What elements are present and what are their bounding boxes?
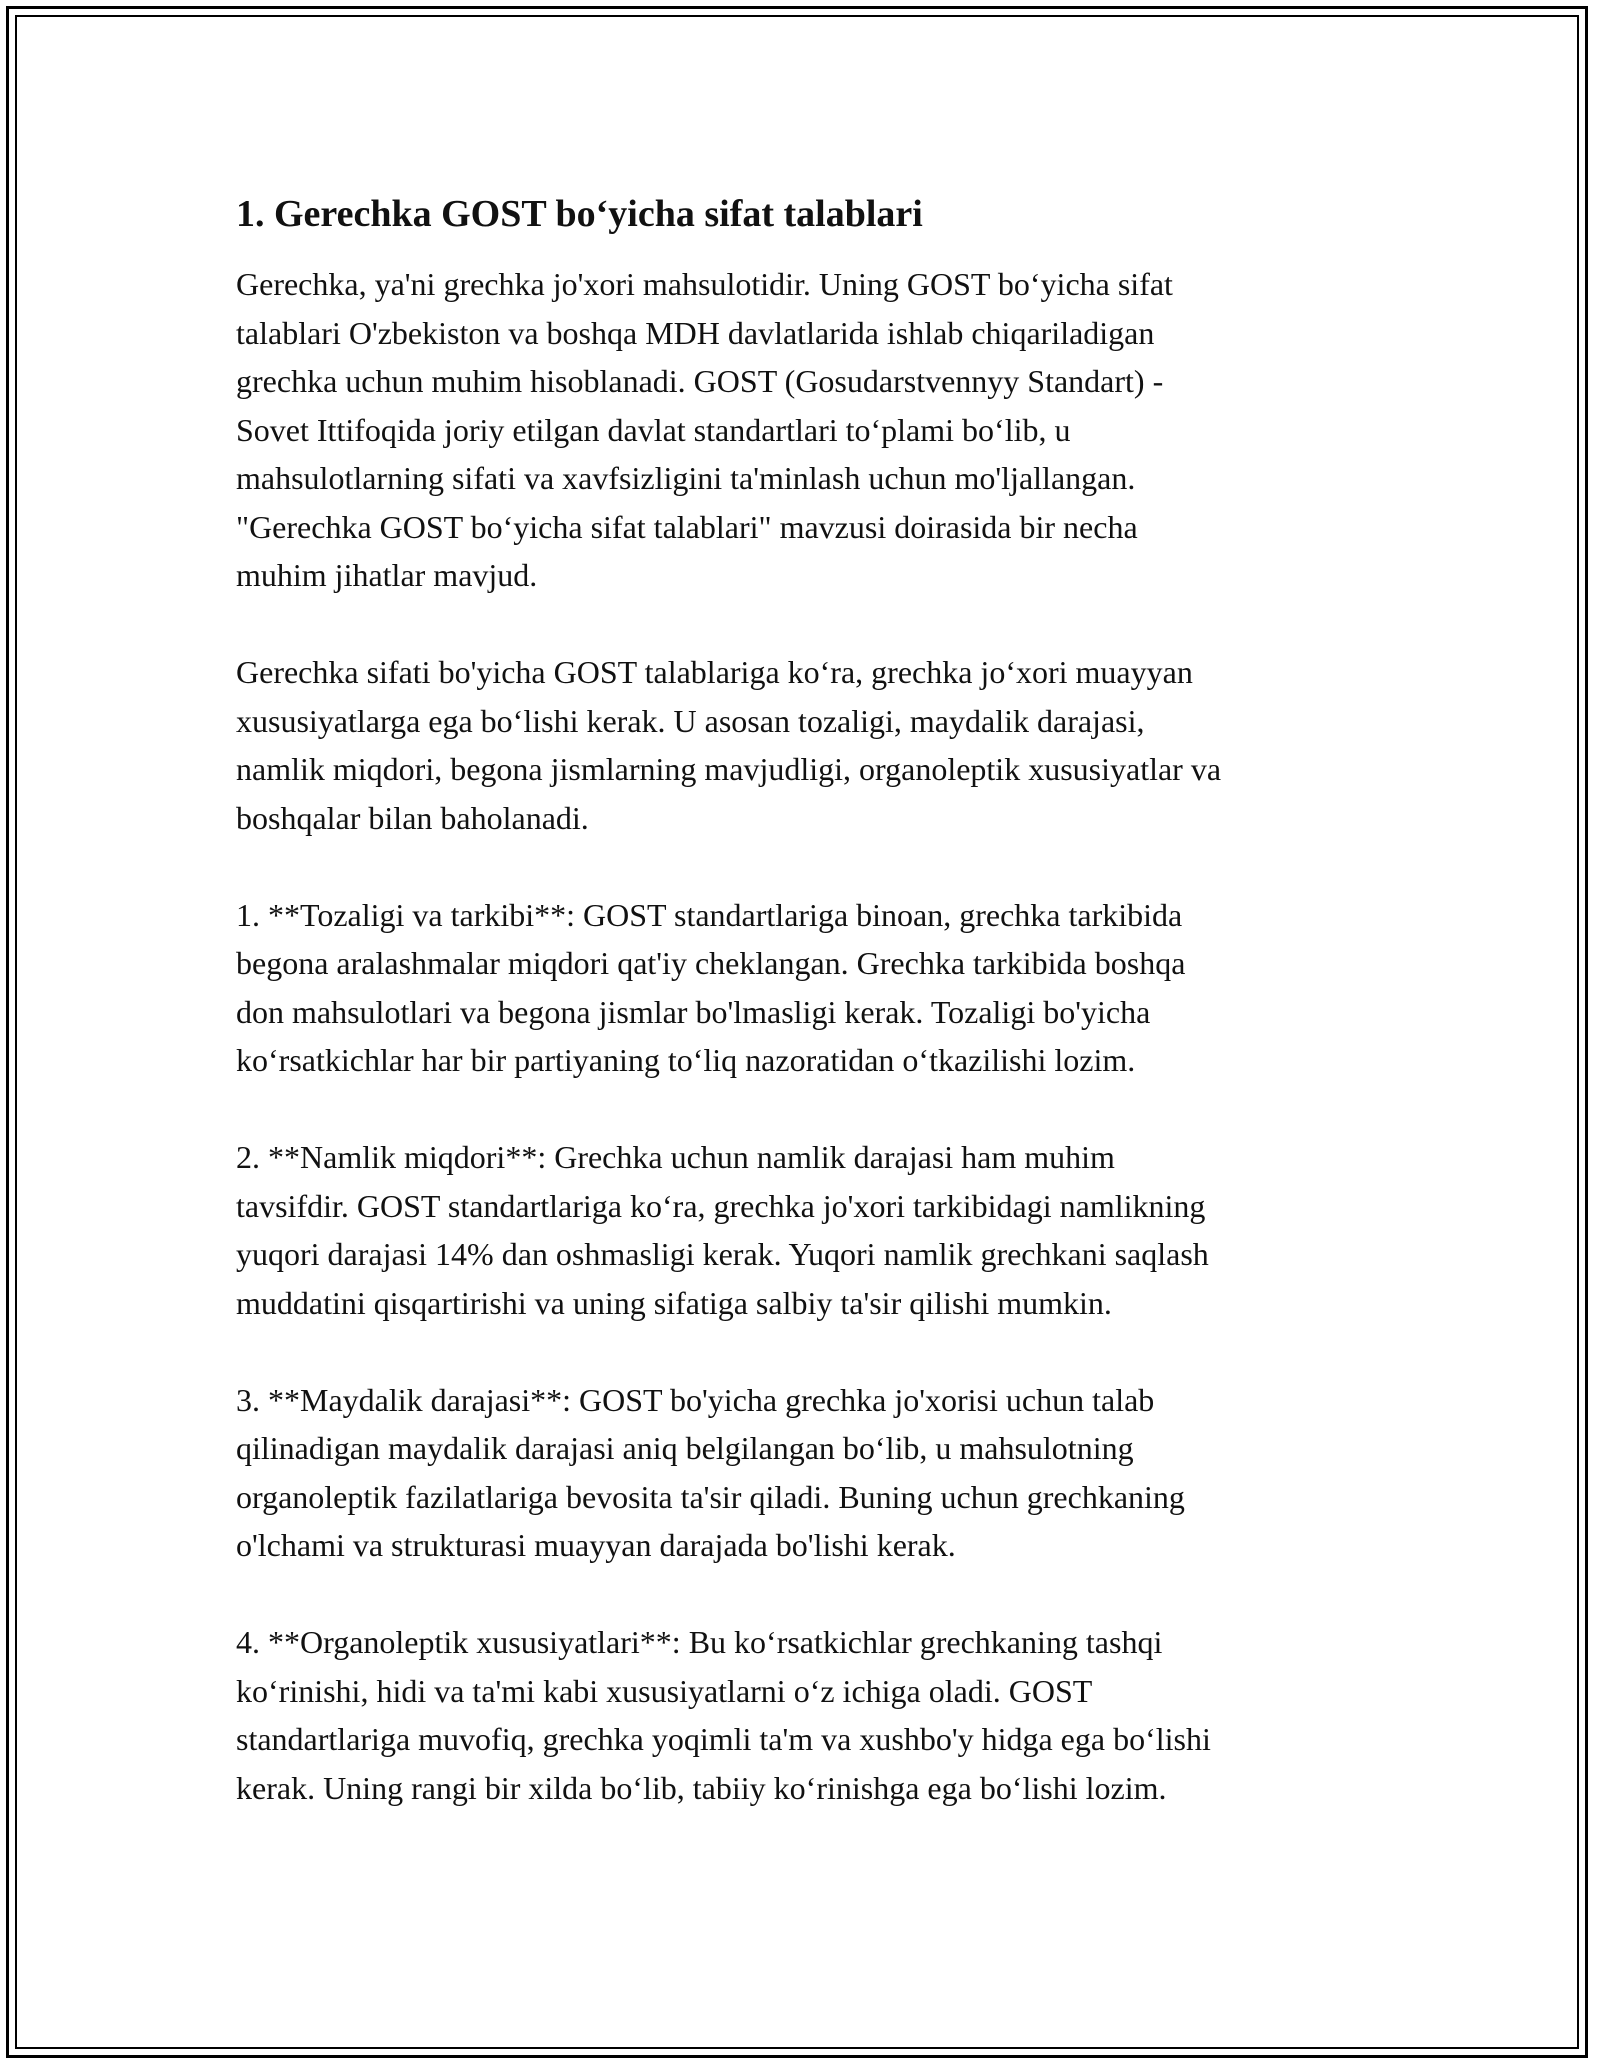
- overview-paragraph: Gerechka sifati bo'yicha GOST talablariga ko‘ra, grechka jo‘xori muayyan xususiyatlarga ega bo‘lishi kerak. U asosan tozaligi, maydalik darajasi, namlik miqdori, begona jismlarning mavjudligi, organoleptik xususiyatlar va boshqalar bilan baholanadi.: [236, 654, 1222, 836]
- grain-size-paragraph: 3. **Maydalik darajasi**: GOST bo'yicha grechka jo'xorisi uchun talab qilinadigan maydalik darajasi aniq belgilangan bo‘lib, u mahsulotning organoleptik fazilatlariga bevosita ta'sir qiladi. Buning uchun grechkaning o'lchami va strukturasi muayyan darajada bo'lishi kerak.: [236, 1381, 1185, 1563]
- section-heading: 1. Gerechka GOST bo‘yicha sifat talablari: [236, 193, 923, 235]
- intro-paragraph: Gerechka, ya'ni grechka jo'xori mahsulotidir. Uning GOST bo‘yicha sifat talablari O'zbekiston va boshqa MDH davlatlarida ishlab chiqariladigan grechka uchun muhim hisoblanadi. GOST (Gosudarstvennyy Standart) - Sovet Ittifoqida joriy etilgan davlat standartlari to‘plami bo‘lib, u mahsulotlarning sifati va xavfsizligini ta'minlash uchun mo'ljallangan. "Gerechka GOST bo‘yicha sifat talablari" mavzusi doirasida bir necha muhim jihatlar mavjud.: [236, 266, 1173, 593]
- purity-paragraph: 1. **Tozaligi va tarkibi**: GOST standartlariga binoan, grechka tarkibida begona aralashmalar miqdori qat'iy cheklangan. Grechka tarkibida boshqa don mahsulotlari va begona jismlar bo'lmasligi kerak. Tozaligi bo'yicha ko‘rsatkichlar har bir partiyaning to‘liq nazoratidan o‘tkazilishi lozim.: [236, 896, 1186, 1078]
- moisture-paragraph: 2. **Namlik miqdori**: Grechka uchun namlik darajasi ham muhim tavsifdir. GOST standartlariga ko‘ra, grechka jo'xori tarkibidagi namlikning yuqori darajasi 14% dan oshmasligi kerak. Yuqori namlik grechkani saqlash muddatini qisqartirishi va uning sifatiga salbiy ta'sir qilishi mumkin.: [236, 1139, 1209, 1321]
- organoleptic-paragraph: 4. **Organoleptik xususiyatlari**: Bu ko‘rsatkichlar grechkaning tashqi ko‘rinishi, hidi va ta'mi kabi xususiyatlarni o‘z ichiga oladi. GOST standartlariga muvofiq, grechka yoqimli ta'm va xushbo'y hidga ega bo‘lishi kerak. Uning rangi bir xilda bo‘lib, tabiiy ko‘rinishga ega bo‘lishi lozim.: [236, 1624, 1211, 1806]
- document-body: [236, 188, 1366, 1861]
